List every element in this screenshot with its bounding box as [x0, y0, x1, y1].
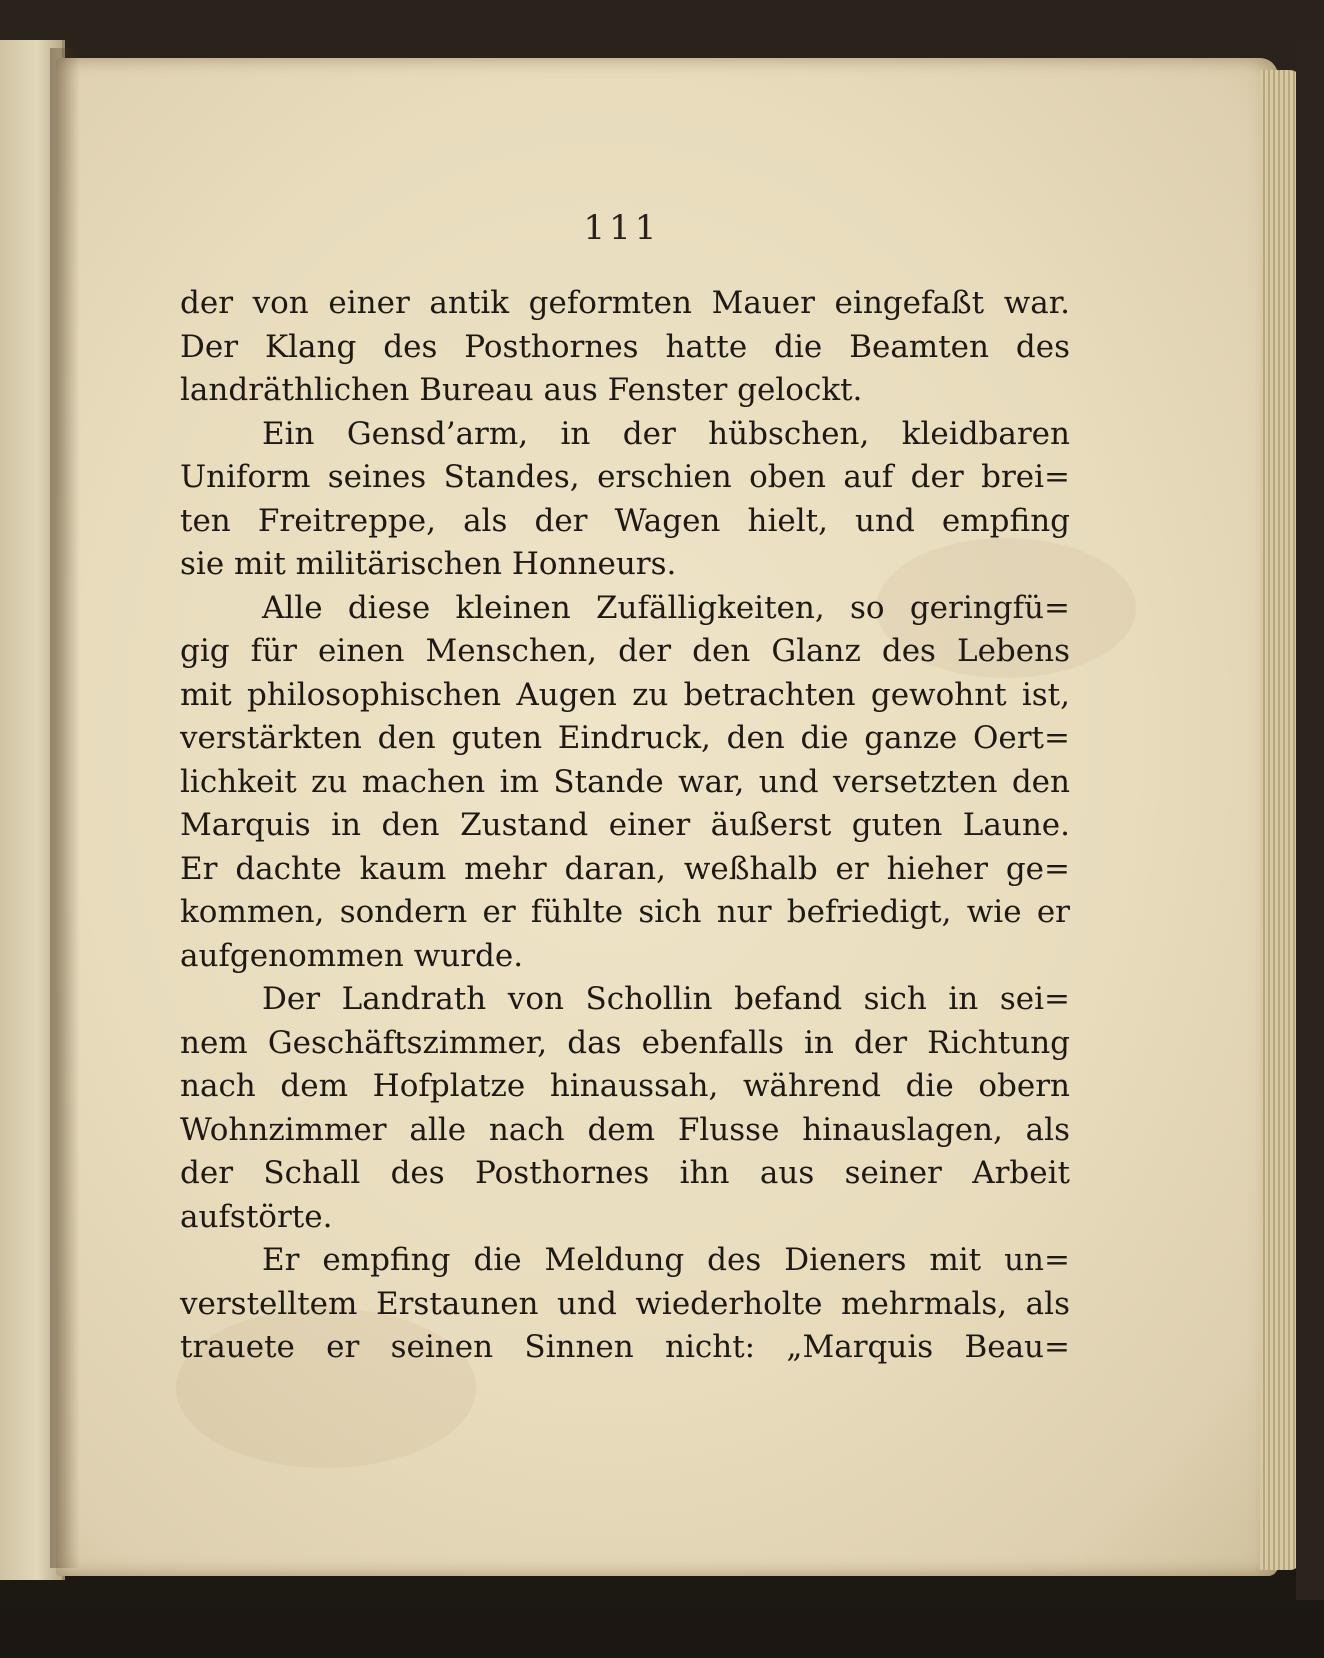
text-line: Der Landrath von Schollin befand sich in sei= — [262, 981, 1070, 1017]
text-line: trauete er seinen Sinnen nicht: „Marquis Beau= — [180, 1329, 1070, 1365]
text-line: landräthlichen Bureau aus Fenster gelockt. — [180, 372, 863, 408]
text-line: aufstörte. — [180, 1198, 333, 1235]
text-line: der von einer antik geformten Mauer eingefaßt war. — [180, 285, 1070, 321]
text-line: Er empfing die Meldung des Dieners mit un= — [262, 1242, 1070, 1278]
text-line: kommen, sondern er fühlte sich nur befriedigt, wie er — [180, 894, 1070, 930]
text-line: nach dem Hofplatze hinaussah, während die obern — [180, 1068, 1070, 1104]
text-line: Er dachte kaum mehr daran, weßhalb er hieher ge= — [180, 850, 1070, 887]
book-cover-edge — [1296, 40, 1324, 1600]
text-line: Marquis in den Zustand einer äußerst guten Laune. — [180, 807, 1070, 843]
text-line: lichkeit zu machen im Stande war, und versetzten den — [180, 763, 1070, 800]
page-number: 111 — [583, 208, 661, 248]
binding-shadow — [50, 48, 80, 1568]
text-line: nem Geschäftszimmer, das ebenfalls in der Richtung — [180, 1024, 1070, 1061]
text-line: sie mit militärischen Honneurs. — [180, 546, 677, 582]
text-line: aufgenommen wurde. — [180, 937, 524, 974]
text-line: Alle diese kleinen Zufälligkeiten, so geringfü= — [262, 589, 1070, 626]
text-line: Uniform seines Standes, erschien oben auf der brei= — [180, 459, 1070, 495]
page-edges — [1260, 70, 1300, 1570]
text-line: der Schall des Posthornes ihn aus seiner Arbeit — [180, 1155, 1070, 1191]
text-line: Ein Gensd’arm, in der hübschen, kleidbaren — [262, 415, 1070, 452]
text-line: gig für einen Menschen, der den Glanz des Lebens — [180, 633, 1070, 669]
text-line: Wohnzimmer alle nach dem Flusse hinauslagen, als — [180, 1111, 1070, 1148]
text-line: ten Freitreppe, als der Wagen hielt, und empfing — [180, 502, 1070, 539]
text-line: mit philosophischen Augen zu betrachten gewohnt ist, — [180, 676, 1070, 713]
body-text — [180, 282, 1070, 1370]
text-line: verstärkten den guten Eindruck, den die ganze Oert= — [180, 720, 1070, 756]
text-line: Der Klang des Posthornes hatte die Beamten des — [180, 328, 1070, 365]
text-line: verstelltem Erstaunen und wiederholte mehrmals, als — [180, 1285, 1070, 1322]
